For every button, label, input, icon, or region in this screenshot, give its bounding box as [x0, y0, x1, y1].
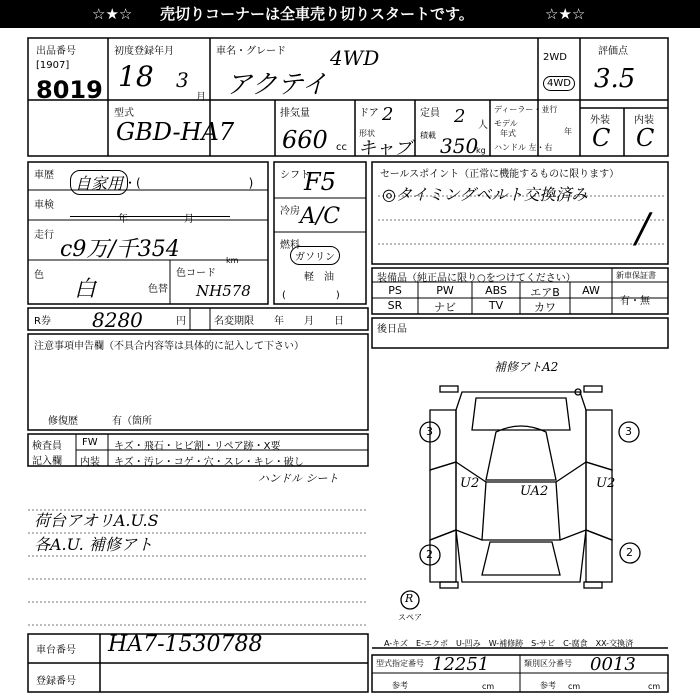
history-tail: ・( ) [124, 176, 254, 190]
inspector-interior: 内装 [80, 457, 100, 468]
diagram-center: UA2 [520, 484, 549, 499]
class-no: 0013 [590, 654, 636, 675]
later-label: 後日品 [377, 324, 407, 335]
diagram-right-upper: 3 [625, 425, 632, 438]
color-reg-label: 色替 [148, 284, 168, 295]
equip-airbag: エアB [530, 286, 560, 299]
model-year-label2: 年式 [500, 129, 516, 138]
history-label: 車歴 [34, 170, 54, 181]
reg-year: 18 [118, 60, 154, 93]
registration-label: 登録番号 [36, 676, 76, 687]
handle-label: ハンドル 左・右 [494, 143, 553, 152]
drive-4wd-circled: 4WD [543, 76, 575, 91]
equip-sr: SR [387, 299, 403, 312]
spare-mark: R [405, 592, 414, 605]
color-code-label: 色コード [176, 268, 216, 279]
recycle-label: R券 [34, 316, 51, 327]
model-year-label: モデル [494, 119, 518, 128]
year-unit: 年 [564, 127, 572, 136]
inspector-fw: FW [82, 437, 98, 448]
notes-header: 注意事項申告欄（不具合内容等は具体的に記入して下さい） [34, 341, 304, 352]
load-label: 積載 [420, 131, 436, 140]
ref-label-1: 参考 [392, 681, 408, 690]
fuel-diesel: 軽 油 [304, 272, 334, 283]
equip-abs: ABS [485, 284, 507, 297]
lot-sub: [1907] [36, 60, 70, 71]
banner-stars-right: ☆★☆ [545, 5, 586, 23]
cm-3: cm [648, 682, 661, 691]
diagram-left-upper: 3 [426, 425, 433, 438]
recycle-value: 8280 [92, 308, 143, 332]
transfer-label: 名変期限 [214, 316, 254, 327]
shape-label: 形状 [359, 129, 375, 138]
chassis-label: 車台番号 [36, 645, 76, 656]
fuel-gas-circled: ガソリン [290, 246, 340, 265]
inspector-label-1: 検査員 [32, 441, 62, 452]
disp-label: 排気量 [280, 108, 310, 119]
ref-label-2: 参考 [540, 681, 556, 690]
model-name: アクテイ [226, 70, 328, 100]
inspector-fw-items: キズ・飛石・ヒビ割・リペア跡・X要 [114, 441, 281, 452]
score-label: 評価点 [598, 46, 628, 57]
history-value: 自家用 [70, 170, 128, 195]
cm-2: cm [568, 682, 581, 691]
inspect-label: 車検 [34, 200, 54, 211]
inspector-int-items: キズ・汚レ・コゲ・穴・スレ・キレ・破し [114, 457, 304, 468]
drive-2wd: 2WD [543, 52, 567, 63]
type-no-label: 型式指定番号 [376, 659, 424, 668]
int-label: 内装 [634, 115, 654, 126]
door-value: 2 [382, 104, 394, 125]
equip-ps: PS [388, 284, 402, 297]
equip-tv: TV [488, 299, 504, 312]
color-code: NH578 [196, 282, 251, 300]
diagram-right-lower: 2 [626, 546, 633, 559]
color-label: 色 [34, 270, 44, 281]
inspect-year: 年 [118, 214, 128, 225]
disp-unit: cc [336, 142, 347, 153]
banner-stars-left: ☆★☆ [92, 5, 133, 23]
equip-aw: AW [582, 284, 600, 297]
remark-line-2: 各A.U. 補修アト [34, 535, 153, 554]
load-value: 350 [440, 134, 479, 158]
warranty-label: 新車保証書 [616, 271, 656, 280]
dealer-label: ディーラー・並行 [494, 105, 558, 114]
diagram-left-mid: U2 [460, 476, 480, 491]
cap-value: 2 [454, 106, 466, 127]
mileage-value: c9万/千354 [60, 237, 180, 262]
shift-label: シフト [280, 170, 310, 181]
cap-unit: 人 [478, 120, 488, 131]
fuel-paren: ( ) [282, 290, 340, 301]
cap-label: 定員 [420, 108, 440, 119]
sales-label: セールスポイント（正常に機能するものに限ります） [380, 169, 620, 180]
sales-mark: / [636, 206, 650, 252]
remark-line-1: 荷台アオリA.U.S [34, 511, 159, 530]
diagram-top-note: 補修アトA2 [494, 360, 559, 374]
diagram-left-lower: 2 [426, 548, 433, 561]
reg-month: 3 [176, 68, 189, 92]
int-grade: C [636, 124, 655, 152]
mileage-label: 走行 [34, 230, 54, 241]
model-grade: 4WD [330, 46, 380, 70]
class-no-label: 類別区分番号 [524, 659, 572, 668]
color-value: 白 [74, 277, 97, 302]
reg-label: 初度登録年月 [114, 46, 174, 57]
lot-label: 出品番号 [36, 46, 76, 57]
door-label: ドア [359, 108, 379, 119]
diagram-right-mid: U2 [596, 476, 616, 491]
equip-navi: ナビ [434, 301, 456, 314]
inspector-note-under: ハンドル シート [258, 472, 339, 485]
type-value: GBD-HA7 [116, 118, 235, 146]
ac-value: A/C [300, 204, 341, 229]
inspect-month: 月 [184, 214, 194, 225]
disp-value: 660 [282, 126, 328, 154]
lot-number: 8019 [36, 76, 103, 104]
ext-grade: C [592, 124, 611, 152]
score-value: 3.5 [594, 64, 636, 94]
repair-value: 有（箇所 [112, 416, 152, 427]
equip-leather: カワ [534, 301, 556, 314]
shift-value: F5 [304, 168, 336, 196]
ac-label: 冷房 [280, 206, 300, 217]
model-label: 車名・グレード [216, 46, 286, 57]
shape-value: キャブ [358, 138, 412, 159]
sales-text: ◎タイミングベルト交換済み [382, 185, 588, 204]
inspect-strike [70, 216, 230, 217]
warranty-value: 有・無 [620, 296, 650, 307]
mileage-unit: km [226, 256, 239, 265]
equip-pw: PW [436, 284, 454, 297]
banner-text: 売切りコーナーは全車売り切りスタートです。 [160, 5, 474, 23]
transfer-value: 年 月 日 [274, 316, 344, 327]
ext-label: 外装 [590, 115, 610, 126]
load-unit: kg [476, 146, 486, 155]
cm-1: cm [482, 682, 495, 691]
type-label: 型式 [114, 108, 134, 119]
inspector-label-2: 記入欄 [32, 456, 62, 467]
repair-label: 修復歴 [48, 416, 78, 427]
spare-label: スペア [398, 613, 422, 622]
damage-legend: A-キズ E-エクボ U-凹み W-補修跡 S-サビ C-腐食 XX-交換済 [384, 639, 634, 648]
recycle-unit: 円 [176, 316, 186, 327]
reg-month-unit: 月 [196, 92, 206, 103]
equip-label: 装備品（純正品に限り○をつけてください） [377, 273, 576, 284]
type-no: 12251 [432, 654, 490, 675]
fuel-label: 燃料 [280, 240, 300, 251]
chassis-value: HA7-1530788 [108, 632, 263, 657]
